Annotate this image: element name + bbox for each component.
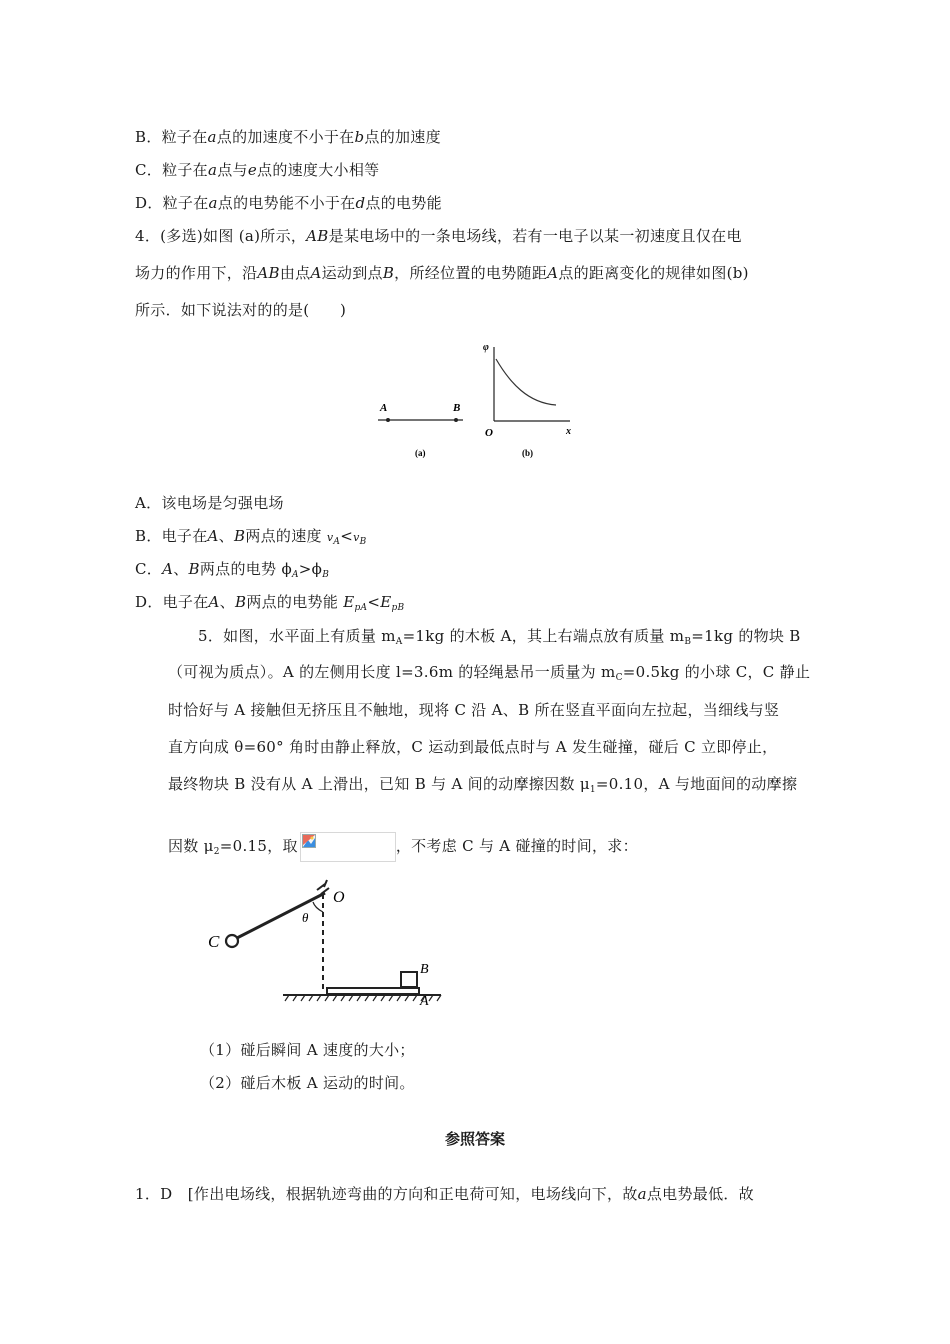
fig-a-caption: (a)	[415, 448, 426, 458]
fig-b-phi-label: φ	[483, 342, 489, 353]
q5-stem-line4: 直方向成 θ=60° 角时由静止释放，C 运动到最低点时与 A 发生碰撞，碰后 C 立即停止，	[168, 738, 778, 756]
answer-line-1: 1．D [作出电场线，根据轨迹弯曲的方向和正电荷可知，电场线向下，故a点电势最低．故	[135, 1185, 754, 1203]
q4-option-d: D．电子在A、B两点的电势能 $E_{pA}<E_{pB}$	[135, 593, 405, 613]
q3-option-d: D．粒子在a点的电势能不小于在d点的电势能	[135, 194, 442, 212]
fig-a-label-A: A	[380, 402, 388, 414]
fig-b-origin-label: O	[485, 427, 493, 439]
fig-a-label-B: B	[453, 402, 461, 414]
broken-image-placeholder	[300, 832, 396, 862]
q4-stem-line1: 4．(多选)如图 (a)所示，AB是某电场中的一条电场线，若有一电子以某一初速度且仅在电	[135, 227, 742, 245]
pivot-hatch	[317, 880, 329, 894]
q5-stem-line5: 最终物块 B 没有从 A 上滑出，已知 B 与 A 间的动摩擦因数 $\mu_1=0.10$，A 与地面间的动摩擦	[168, 775, 798, 795]
point-a-dot	[386, 418, 390, 422]
ball-c	[226, 935, 238, 947]
q5-stem-line3: 时恰好与 A 接触但无挤压且不触地，现将 C 沿 A、B 所在竖直平面向左拉起，当细线与竖	[168, 701, 780, 719]
fig-label-theta: θ	[302, 910, 309, 925]
fig-label-c: C	[208, 932, 220, 951]
fig-b-caption: (b)	[522, 448, 533, 458]
q4-stem-line3: 所示．如下说法对的的是( )	[135, 301, 347, 319]
fig-b-x-label: x	[566, 426, 571, 437]
q5-figure	[205, 878, 445, 1010]
pendulum-string	[233, 893, 325, 940]
block-b	[401, 972, 417, 987]
q4-option-a: A．该电场是匀强电场	[135, 494, 284, 512]
q5-stem-line6: 因数 $\mu_2=0.15$，取 ，不考虑 C 与 A 碰撞的时间，求：	[168, 832, 638, 862]
board-a	[327, 988, 419, 994]
potential-curve	[496, 359, 556, 405]
q5-subquestion-2: （2）碰后木板 A 运动的时间。	[200, 1074, 415, 1092]
fig-label-o: O	[333, 889, 345, 906]
broken-image-icon	[302, 834, 316, 848]
figure-b-potential-graph	[483, 342, 571, 458]
q4-option-c: C．A、B两点的电势 $\phi_A>\phi_B$	[135, 560, 330, 580]
fig-label-a: A	[420, 994, 429, 1009]
fig-label-b: B	[420, 962, 429, 977]
q5-subquestion-1: （1）碰后瞬间 A 速度的大小；	[200, 1041, 415, 1059]
q4-figure	[370, 335, 585, 465]
q4-option-b: B．电子在A、B两点的速度 $v_A<v_B$	[135, 527, 367, 547]
theta-arc	[313, 902, 323, 912]
q3-option-c: C．粒子在a点与e点的速度大小相等	[135, 161, 380, 179]
q4-stem-line2: 场力的作用下，沿AB由点A运动到点B，所经位置的电势随距A点的距离变化的规律如图(b)	[135, 264, 749, 282]
q5-stem-line2: （可视为质点）。A 的左侧用长度 l=3.6m 的轻绳悬吊一质量为 $m_C=0.5kg$ 的小球 C，C 静止	[168, 663, 811, 683]
q5-stem-line1: 5．如图，水平面上有质量 $m_A=1kg$ 的木板 A，其上右端点放有质量 $m_B=1kg$ 的物块 B	[198, 627, 801, 647]
point-b-dot	[454, 418, 458, 422]
figure-a-field-line	[378, 402, 463, 458]
answers-title: 参照答案	[444, 1130, 505, 1148]
q3-option-b: B．粒子在a点的加速度不小于在b点的加速度	[135, 128, 441, 146]
